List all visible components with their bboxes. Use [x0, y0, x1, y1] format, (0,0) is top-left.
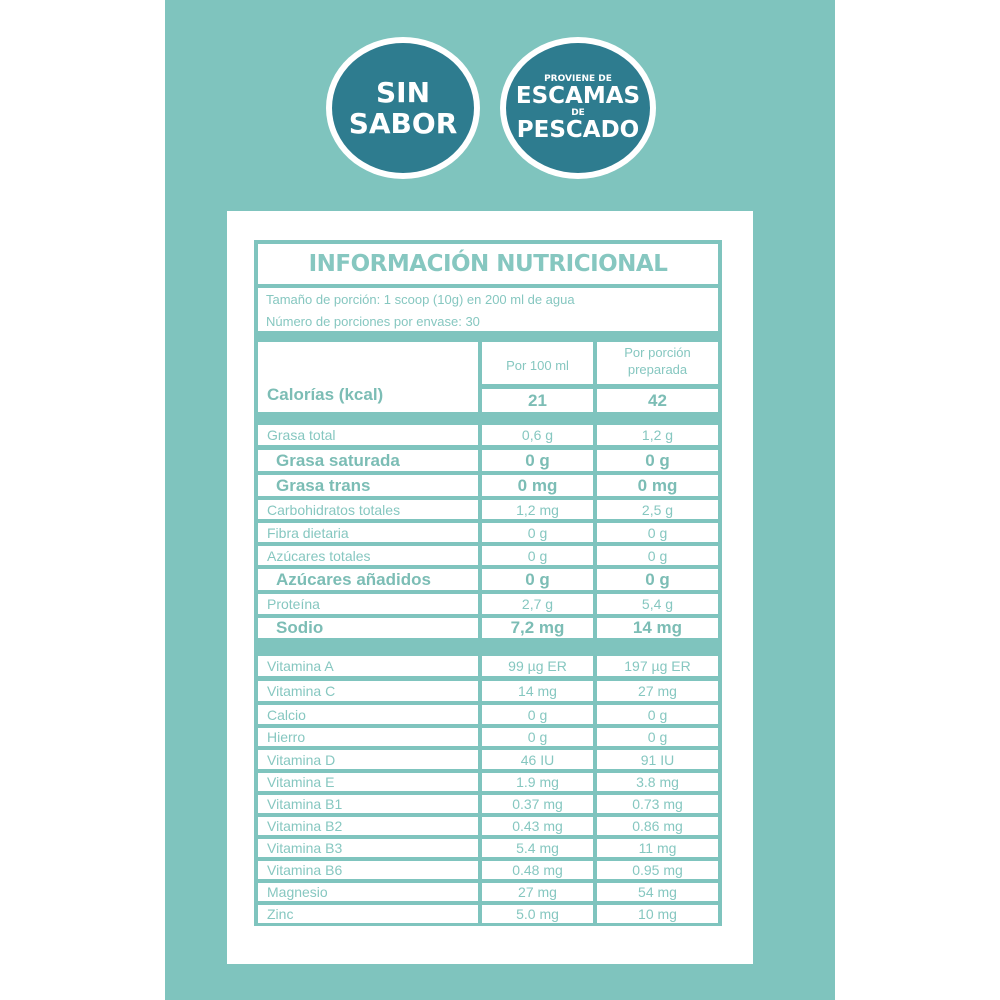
badge-line: PESCADO [516, 117, 640, 143]
value-per-serving: 27 mg [638, 683, 677, 699]
value-per-100ml: 27 mg [518, 884, 557, 900]
value-per-100ml: 0 g [527, 729, 548, 745]
servings-per-container: Número de porciones por envase: 30 [266, 314, 480, 329]
value-per-serving: 10 mg [638, 906, 677, 922]
nutrient-label: Carbohidratos totales [267, 501, 401, 518]
nutrient-label: Magnesio [267, 884, 328, 900]
value-per-100ml: 0.37 mg [512, 796, 563, 812]
value-per-100ml: 0 g [527, 524, 548, 541]
value-per-100ml: 46 IU [520, 751, 555, 768]
nutrient-label: Grasa trans [276, 475, 371, 495]
badge-small-text: PROVIENE DE [544, 74, 612, 84]
value-per-100ml: 1.9 mg [516, 774, 559, 790]
nutrient-label: Vitamina B1 [267, 796, 343, 812]
badge-line: SABOR [348, 107, 458, 140]
label-title: INFORMACIÓN NUTRICIONAL [308, 251, 668, 277]
value-per-serving: 0.86 mg [632, 818, 683, 834]
nutrient-label: Grasa total [267, 427, 336, 443]
nutrient-label: Vitamina B2 [267, 818, 343, 834]
value-per-serving: 0.95 mg [632, 862, 683, 878]
nutrient-label: Calcio [267, 706, 306, 723]
value-per-serving: 14 mg [632, 618, 683, 637]
sin-sabor-badge [326, 37, 480, 179]
escamas-badge [500, 37, 656, 179]
nutrient-label: Hierro [267, 729, 306, 745]
serving-size: Tamaño de porción: 1 scoop (10g) en 200 ml de agua [266, 292, 575, 307]
value-per-100ml: 0 g [527, 547, 548, 564]
nutrient-label: Fibra dietaria [267, 524, 349, 541]
nutrient-label: Vitamina B3 [267, 840, 343, 856]
value-per-serving: 11 mg [638, 840, 677, 856]
nutrient-label: Vitamina E [267, 774, 335, 790]
value-per-100ml: 0 g [525, 450, 550, 470]
calories-per-serving: 42 [648, 391, 667, 410]
value-per-serving: 0 g [647, 547, 668, 564]
nutrient-label: Grasa saturada [276, 450, 400, 470]
nutrient-label: Vitamina C [267, 683, 336, 699]
value-per-serving: 5,4 g [641, 596, 674, 612]
value-per-serving: 0 g [645, 450, 670, 470]
badge-line: SIN [375, 76, 431, 109]
value-per-serving: 0 g [645, 569, 670, 589]
nutrient-label: Zinc [267, 906, 294, 922]
value-per-serving: 0 g [647, 706, 668, 723]
value-per-100ml: 99 µg ER [508, 658, 567, 674]
nutrient-label: Azúcares totales [267, 547, 371, 564]
value-per-serving: 2,5 g [641, 501, 674, 518]
value-per-100ml: 1,2 mg [516, 501, 559, 518]
badge-small-text: DE [571, 108, 585, 118]
nutrient-label: Vitamina D [267, 751, 336, 768]
value-per-100ml: 0 mg [517, 475, 558, 495]
value-per-serving: 54 mg [638, 884, 677, 900]
value-per-100ml: 14 mg [518, 683, 557, 699]
value-per-serving: 0 mg [637, 475, 678, 495]
nutrient-label: Vitamina B6 [267, 862, 343, 878]
value-per-100ml: 2,7 g [521, 596, 554, 612]
value-per-serving: 1,2 g [641, 427, 674, 443]
value-per-serving: 0.73 mg [632, 796, 683, 812]
value-per-100ml: 7,2 mg [510, 618, 565, 637]
value-per-100ml: 0.48 mg [512, 862, 563, 878]
nutrient-label: Azúcares añadidos [276, 569, 431, 589]
value-per-100ml: 5.4 mg [516, 840, 559, 856]
value-per-serving: 3.8 mg [636, 774, 679, 790]
value-per-serving: 0 g [647, 524, 668, 541]
badge-line: ESCAMAS [515, 83, 641, 109]
nutrient-label: Sodio [276, 618, 324, 637]
value-per-100ml: 0 g [525, 569, 550, 589]
calories-label: Calorías (kcal) [267, 385, 384, 404]
value-per-serving: 91 IU [640, 751, 675, 768]
value-per-100ml: 0 g [527, 706, 548, 723]
value-per-serving: 0 g [647, 729, 668, 745]
column-header-per-serving: Por porción preparada [624, 345, 691, 377]
nutrient-label: Vitamina A [267, 658, 334, 674]
calories-per-100ml: 21 [528, 391, 547, 410]
value-per-100ml: 0.43 mg [512, 818, 563, 834]
nutrient-label: Proteína [267, 596, 320, 612]
value-per-100ml: 0,6 g [521, 427, 554, 443]
column-header-per-100ml: Por 100 ml [506, 358, 569, 373]
value-per-100ml: 5.0 mg [516, 906, 559, 922]
value-per-serving: 197 µg ER [624, 658, 691, 674]
